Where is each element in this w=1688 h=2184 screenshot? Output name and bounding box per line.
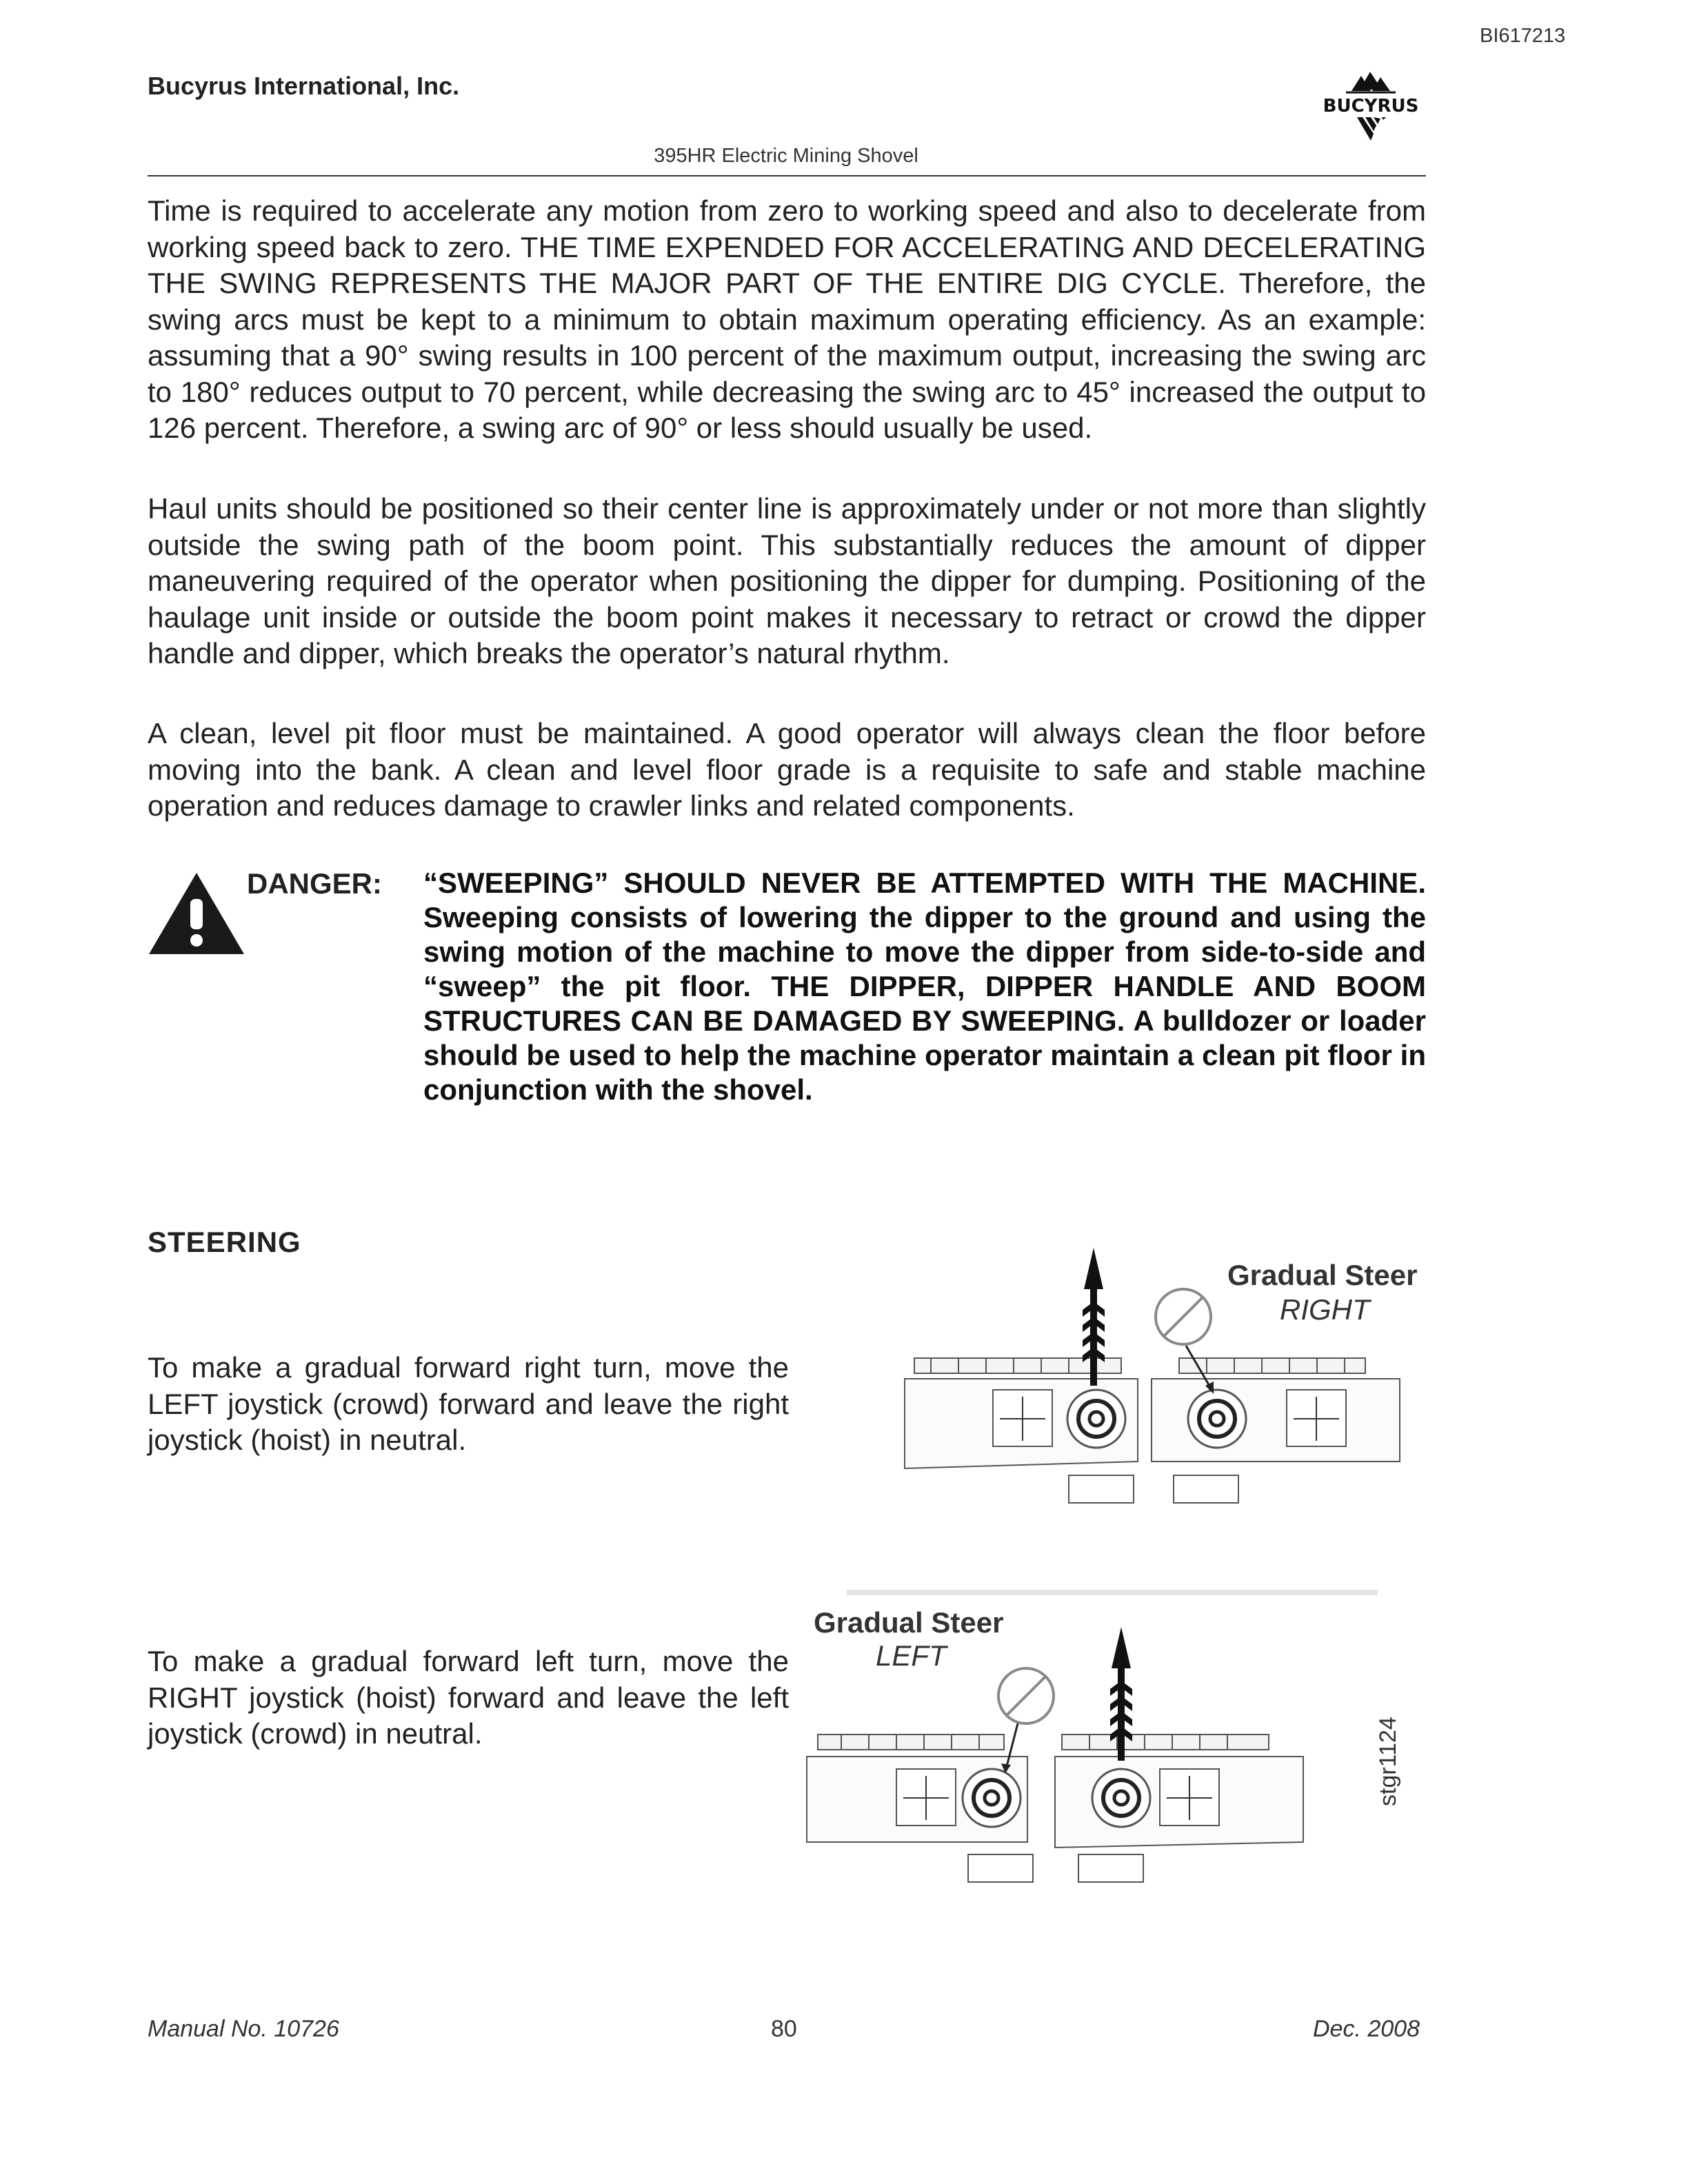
footer-manual-number: Manual No. 10726 (148, 2016, 339, 2042)
section-heading-steering: STEERING (148, 1226, 301, 1258)
gradual-steer-left-direction: LEFT (876, 1639, 947, 1672)
bucyrus-logo (1305, 69, 1436, 152)
warning-triangle-icon (148, 871, 245, 956)
steer-left-instructions: To make a gradual forward left turn, move the RIGHT joystick (hoist) forward and leave the left joystick (crowd) in neutral. (148, 1645, 789, 1750)
footer-date: Dec. 2008 (1313, 2016, 1420, 2042)
danger-label: DANGER: (247, 867, 382, 900)
paragraph-pit-floor: A clean, level pit floor must be maintained. A good operator will always clean the floor before moving into the bank. A clean and level floor grade is a requisite to safe and stable machine operation and reduces damage to crawler links and related components. (148, 717, 1426, 822)
paragraph-swing-time: Time is required to accelerate any motion from zero to working speed and also to decelerate from working speed back to zero. THE TIME EXPENDED FOR ACCELERATING AND DECELERATING THE SWING REPRESENTS THE MAJOR PART OF THE ENTIRE DIG CYCLE. Therefore, the swing arcs must be kept to a minimum to obtain maximum operating efficiency. As an example: assuming that a 90° swing results in 100 percent of the maximum output, increasing the swing arc to 180° reduces output to 70 percent, while decreasing the swing arc to 45° increased the output to 126 percent. Therefore, a swing arc of 90° or less should usually be used. (148, 194, 1426, 444)
header-rule (148, 175, 1426, 176)
gradual-steer-right-direction: RIGHT (1280, 1293, 1370, 1326)
steer-right-instructions: To make a gradual forward right turn, move the LEFT joystick (crowd) forward and leave the right joystick (hoist) in neutral. (148, 1351, 789, 1456)
gradual-steer-left-title: Gradual Steer (814, 1606, 1004, 1639)
figure-id (1375, 1717, 1402, 1806)
gradual-steer-right-title: Gradual Steer (1227, 1259, 1418, 1291)
footer-page-number: 80 (771, 2016, 797, 2042)
document-id: BI617213 (1480, 25, 1566, 47)
logo-text: BUCYRUS (1323, 96, 1419, 117)
figure-id-text: stgr1124 (1375, 1717, 1401, 1806)
document-subtitle: 395HR Electric Mining Shovel (654, 145, 918, 167)
paragraph-haul-units: Haul units should be positioned so their center line is approximately under or not more than slightly outside the swing path of the boom point. This substantially reduces the amount of dipper maneuvering required of the operator when positioning the dipper for dumping. Positioning of the haulage unit inside or outside the boom point makes it necessary to retract or crowd the dipper handle and dipper, which breaks the operator’s natural rhythm. (148, 492, 1426, 669)
danger-text: “SWEEPING” SHOULD NEVER BE ATTEMPTED WITH THE MACHINE. Sweeping consists of lowering the dipper to the ground and using the swing motion of the machine to move the dipper from side-to-side and “sweep” the pit floor. THE DIPPER, DIPPER HANDLE AND BOOM STRUCTURES CAN BE DAMAGED BY SWEEPING. A bulldozer or loader should be used to help the machine operator maintain a clean pit floor in conjunction with the shovel. (423, 867, 1426, 1106)
company-name: Bucyrus International, Inc. (148, 72, 460, 100)
